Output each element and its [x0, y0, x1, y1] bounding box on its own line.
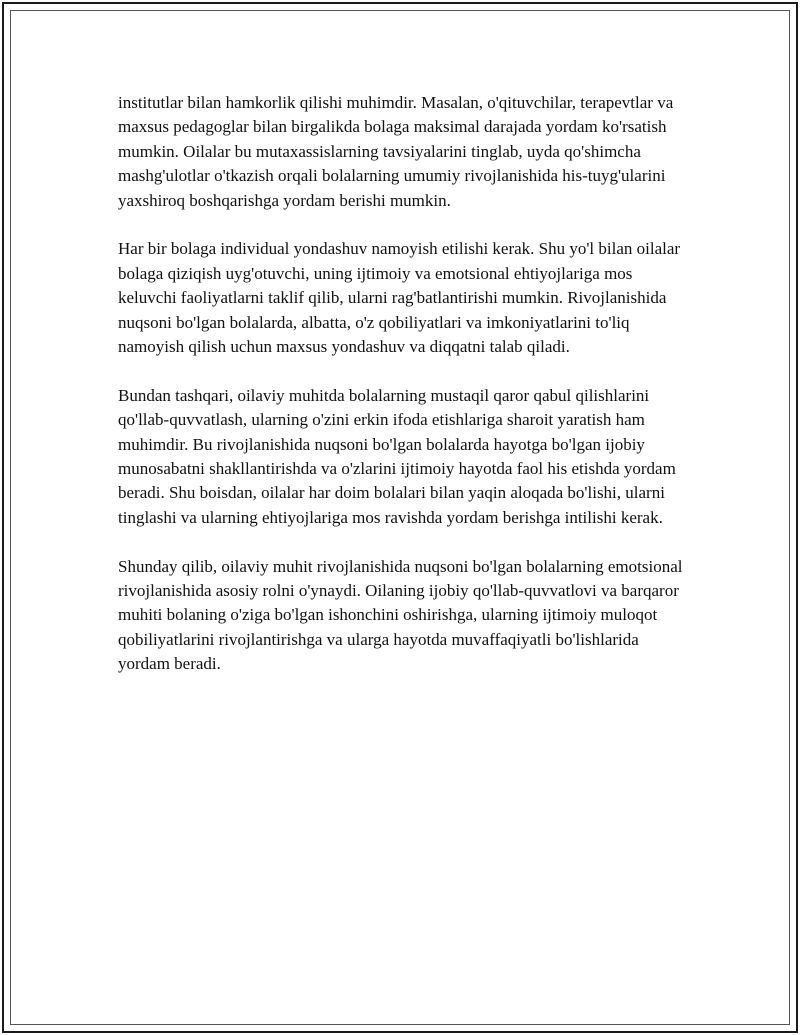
paragraph-4: Shunday qilib, oilaviy muhit rivojlanishida nuqsoni bo'lgan bolalarning emotsional rivojlanishida asosiy rolni o'ynaydi. Oilaning ijobiy qo'llab-quvvatlovi va barqaror muhiti bolaning o'ziga bo'lgan ishonchini oshirishga, ularning ijtimoiy muloqot qobiliyatlarini rivojlantirishga va ularga hayotda muvaffaqiyatli bo'lishlarida yordam beradi. — [118, 556, 683, 674]
paragraph-2: Har bir bolaga individual yondashuv namoyish etilishi kerak. Shu yo'l bilan oilalar bolaga qiziqish uyg'otuvchi, uning ijtimoiy va emotsional ehtiyojlariga mos keluvchi faoliyatlarni taklif qilib, ularni rag'batlantirishi mumkin. Rivojlanishida nuqsoni bo'lgan bolalarda, albatta, o'z qobiliyatlari va imkoniyatlarini to'liq namoyish qilish uchun maxsus yondashuv va diqqatni talab qiladi. — [118, 239, 681, 357]
paragraph-1: institutlar bilan hamkorlik qilishi muhimdir. Masalan, o'qituvchilar, terapevtlar va maxsus pedagoglar bilan birgalikda bolaga maksimal darajada yordam ko'rsatish mumkin. Oilalar bu mutaxassislarning tavsiyalarini tinglab, uyda qo'shimcha mashg'ulotlar o'tkazish orqali bolalarning umumiy rivojlanishida his-tuyg'ularini yaxshiroq boshqarishga yordam berishi mumkin. — [118, 93, 674, 210]
document-body — [118, 91, 690, 701]
paragraph-3: Bundan tashqari, oilaviy muhitda bolalarning mustaqil qaror qabul qilishlarini qo'llab-quvvatlash, ularning o'zini erkin ifoda etishlariga sharoit yaratish ham muhimdir. Bu rivojlanishida nuqsoni bo'lgan bolalarda hayotga bo'lgan ijobiy munosabatni shakllantirishda va o'zlarini ijtimoiy hayotda faol his etishda yordam beradi. Shu boisdan, oilalar har doim bolalari bilan yaqin aloqada bo'lishi, ularni tinglashi va ularning ehtiyojlariga mos ravishda yordam berishga intilishi kerak. — [118, 385, 676, 527]
